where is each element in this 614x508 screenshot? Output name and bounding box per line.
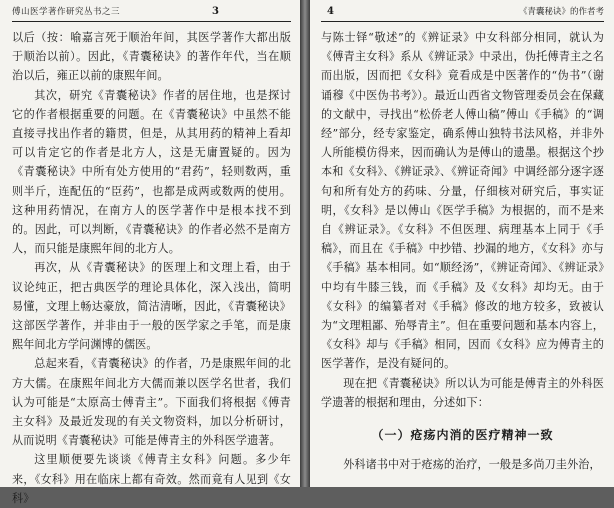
left-paragraph-3: 再次，从《青囊秘诀》的医理上和文理上看，由于议论纯正，把古典医学的理论具体化，深入浅出，简明易懂，文理上畅达豪放，简洁清晰，因此，《青囊秘诀》这部医学著作，并非由于一般的医学家之手笔，而是康熙年间北方学问渊博的儒医。 bbox=[12, 261, 291, 352]
left-paragraph-2: 其次，研究《青囊秘诀》作者的居住地，也是探讨它的作者根据重要的问题。在《青囊秘诀》中虽然不能直接寻找出作者的籍贯，但是，从其用药的精神上看却可以肯定它的作者是北方人，这是无庸置疑的。因为《青囊秘诀》中所有处方使用的“君药”，轻则数两，重则半斤，连配伍的“臣药”，也都是成两或数两的使用。这种用药情况，在南方人的医学著作中是根本找不到的。因此，可以判断，《青囊秘诀》的作者必然不是南方人，而只能是康熙年间的北方人。 bbox=[12, 88, 291, 256]
left-header-title: 傅山医学著作研究丛书之三 bbox=[12, 7, 121, 17]
right-page bbox=[310, 0, 614, 487]
right-paragraph-3: 外科诸书中对于疮疡的治疗，一般是多尚刀圭外治， bbox=[343, 458, 601, 472]
left-page-number: 3 bbox=[212, 6, 219, 17]
left-page-header bbox=[12, 4, 291, 22]
section-heading: （一）疮疡内消的医疗精神一致 bbox=[371, 428, 554, 443]
left-page bbox=[0, 0, 300, 505]
right-paragraph-1: 与陈士铎“敬述”的《辨证录》中女科部分相同，就认为《傅青主女科》系从《辨证录》中录出，伪托傅青主之名而出版，因而把《女科》竟看成是中医著作的“伪书”（谢诵穆《中医伪书考》）。最近山西省文物管理委员会在保藏的文献中，寻找出“松侨老人傅山稿”傅山《手稿》的“调经”部分，经专家鉴定，确系傅山独特书法风格，并非外人所能模仿得来，因而确认为是傅山的遗墨。根据这个抄本和《女科》、《辨证录》、《辨证奇闻》中调经部分逐字逐句和所有处方的药味、分量，仔细核对研究后，事实证明，《女科》是以傅山《医学手稿》为根据的，而不是来自《辨证录》。《女科》不但医理、病理基本上同于《手稿》，而且在《手稿》中抄错、抄漏的地方，《女科》亦与《手稿》基本相同。如“顺经汤”，《辨证奇闻》、《辨证录》中均有牛膝三钱，而《手稿》及《女科》却均无。由于《女科》的编纂者对《手稿》修改的地方较多，致被认为“文理粗鄙、殆辱青主”。但在重要问题和基本内容上，《女科》却与《手稿》相同，因而《女科》应为傅青主的医学著作，是没有疑问的。 bbox=[321, 31, 604, 371]
left-paragraph-5: 这里顺便要先谈谈《傅青主女科》问题。多少年来，《女科》用在临床上都有奇效。然而竟有人见到《女科》 bbox=[12, 453, 291, 505]
right-page-body bbox=[321, 28, 604, 474]
book-gutter bbox=[300, 0, 310, 487]
right-page-header bbox=[321, 4, 604, 22]
right-paragraph-2: 现在把《青囊秘诀》所以认为可能是傅青主的外科医学遗著的根据和理由，分述如下： bbox=[321, 376, 604, 409]
right-page-number: 4 bbox=[327, 6, 334, 17]
left-page-body bbox=[12, 28, 291, 508]
left-paragraph-1: 以后（按：喻嘉言死于顺治年间，其医学著作大都出版于顺治以前）。因此，《青囊秘诀》的著作年代，当在顺治以后，雍正以前的康熙年间。 bbox=[12, 31, 291, 83]
left-paragraph-4: 总起来看，《青囊秘诀》的作者，乃是康熙年间的北方大儒。在康熙年间北方大儒而兼以医学名世者，我们认为可能是“太原高士傅青主”。下面我们将根据《傅青主女科》及最近发现的有关文物资料，加以分析研讨，从而说明《青囊秘诀》可能是傅青主的外科医学遗著。 bbox=[12, 357, 291, 448]
right-header-title: 《青囊秘诀》的作者考 bbox=[518, 7, 604, 17]
